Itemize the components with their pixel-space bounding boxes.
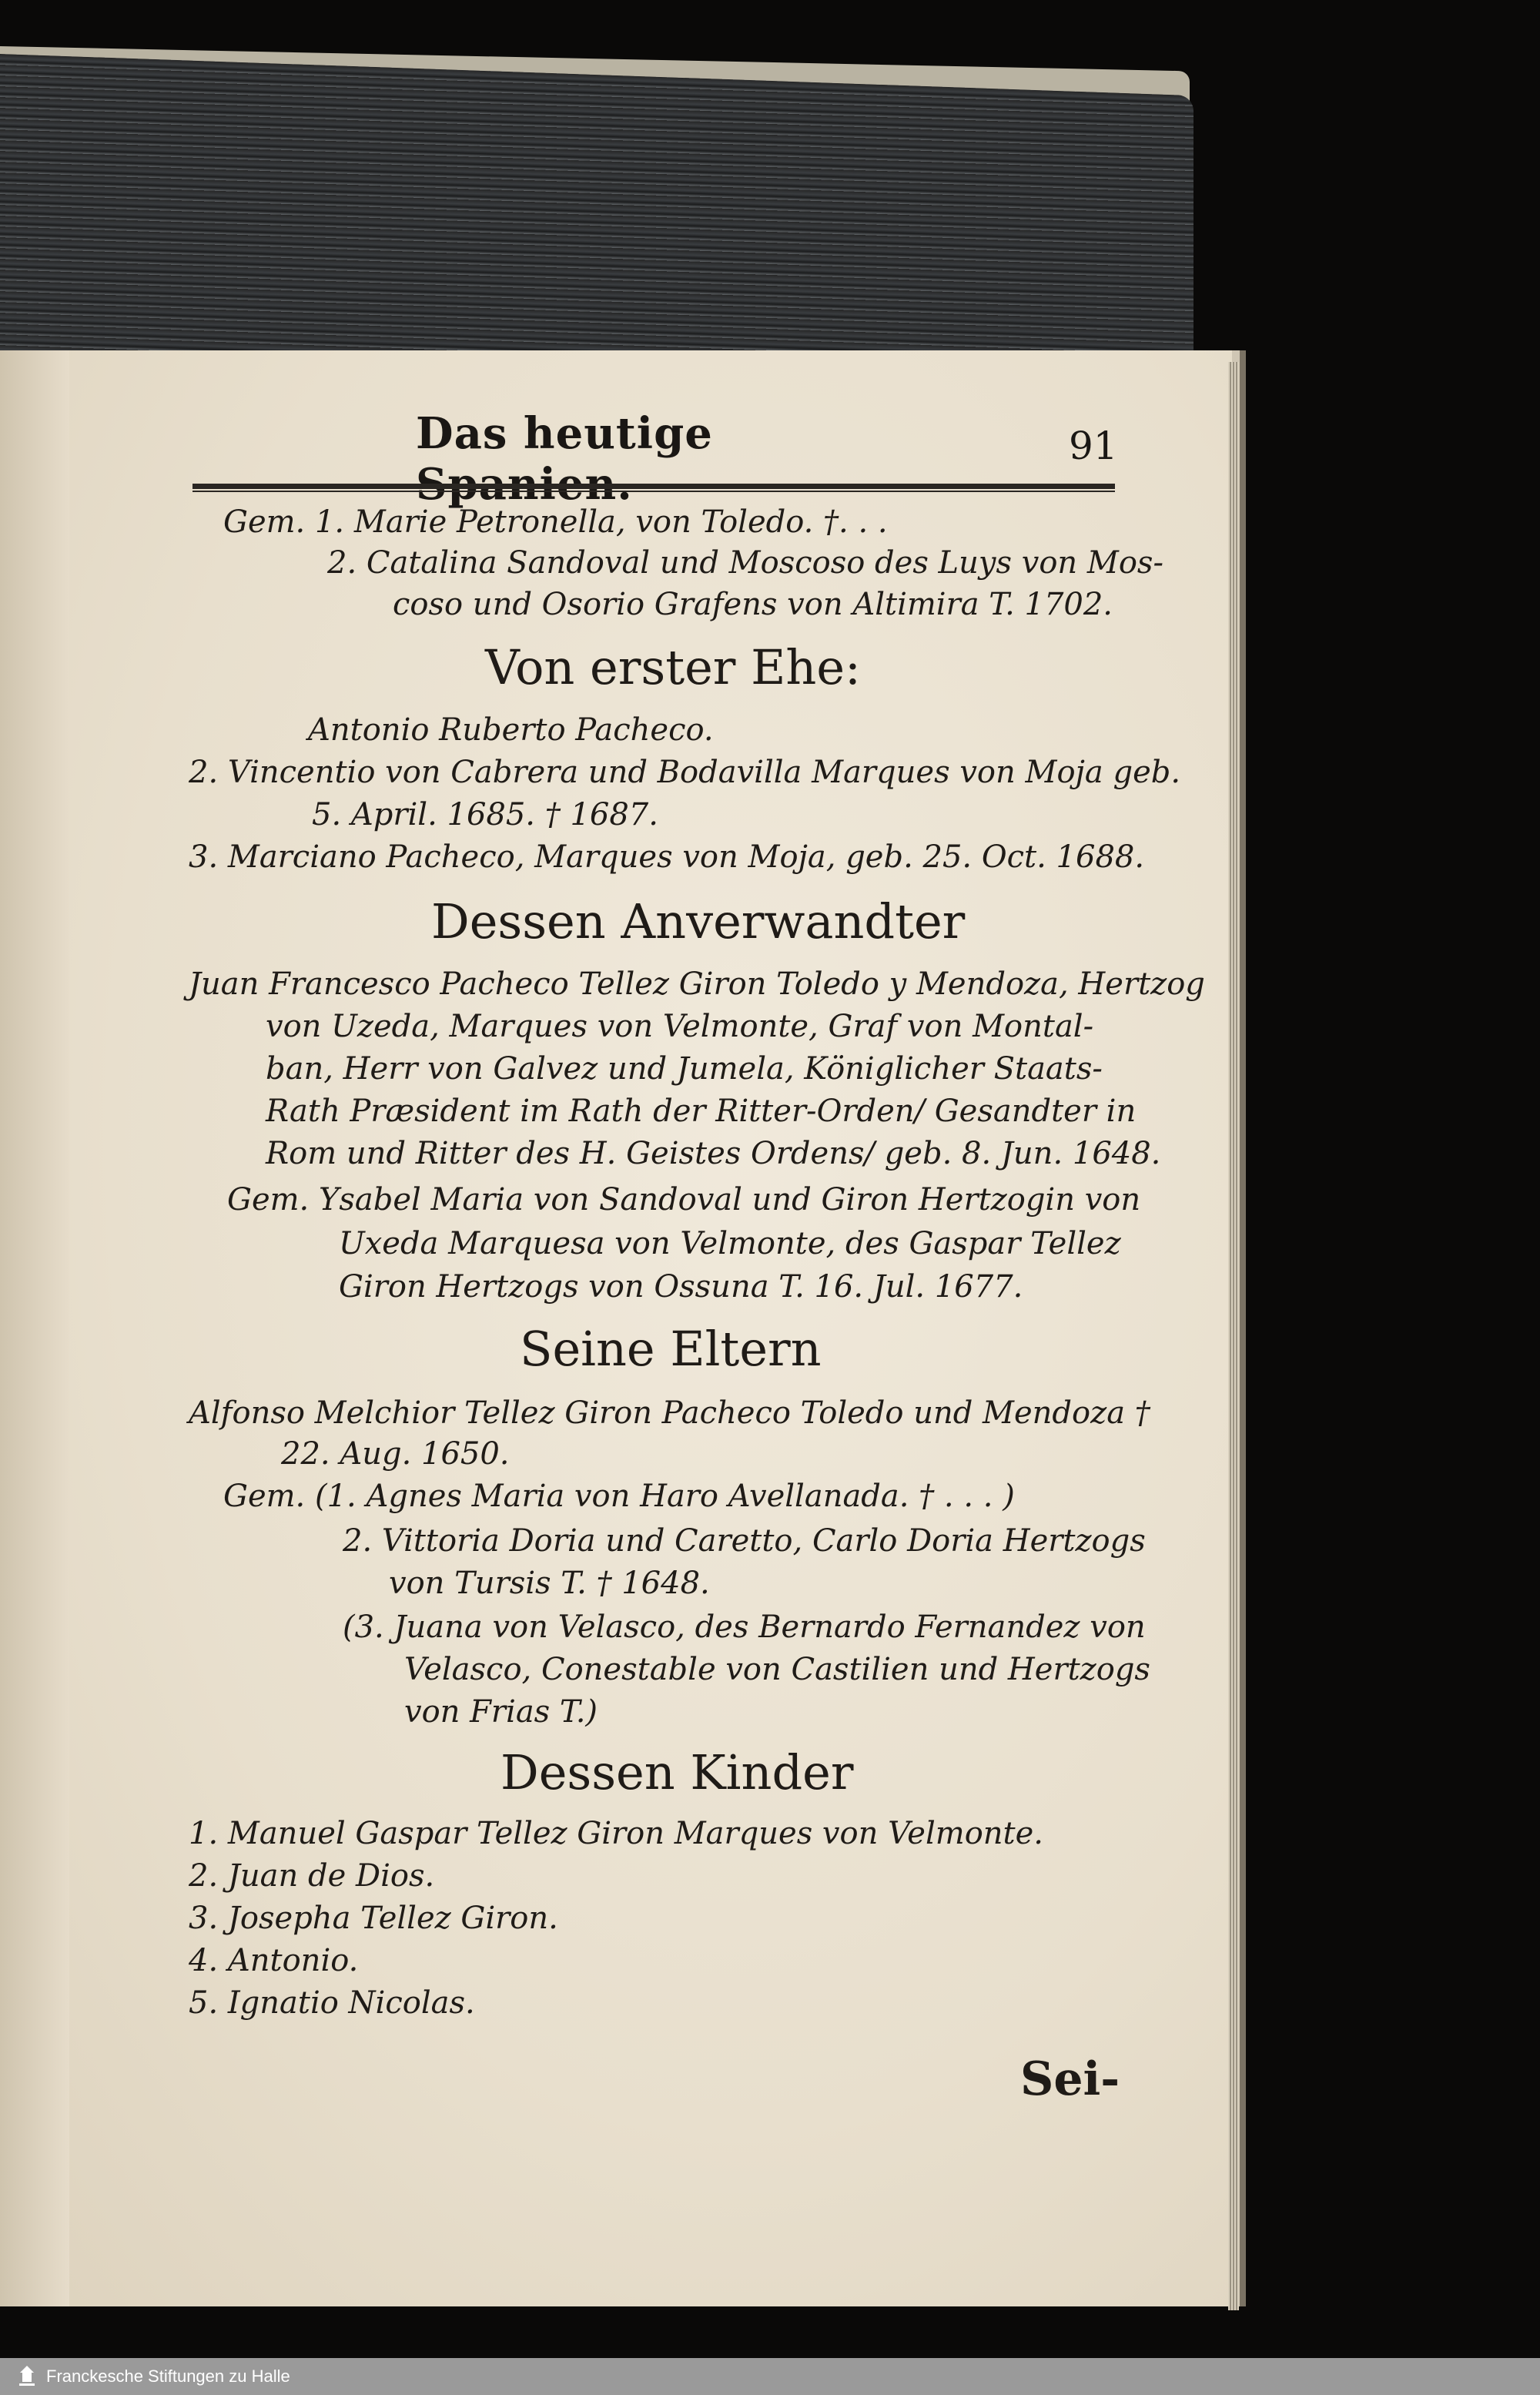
child-line-2: 2. Vincentio von Cabrera und Bodavilla Marques von Moja geb.: [189, 755, 1181, 790]
parents-line-6: (3. Juana von Velasco, des Bernardo Fernandez von: [343, 1610, 1146, 1645]
relative-line-4: Rath Præsident im Rath der Ritter-Orden/ Gesandter in: [266, 1094, 1137, 1129]
header-rule: [192, 484, 1115, 492]
parents-line-4: 2. Vittoria Doria und Caretto, Carlo Doria Hertzogs: [343, 1523, 1146, 1559]
parents-line-2: 22. Aug. 1650.: [281, 1436, 510, 1472]
book-page-edges: [0, 54, 1194, 396]
relative-line-2: von Uzeda, Marques von Velmonte, Graf von Montal-: [266, 1009, 1094, 1044]
kinder-item-4: 4. Antonio.: [189, 1943, 359, 1978]
institution-logo-icon: [15, 2363, 38, 2390]
page-gutter: [0, 350, 69, 2306]
child-line-3: 5. April. 1685. † 1687.: [312, 797, 658, 832]
catchword: Sei-: [1020, 2052, 1120, 2106]
relative-line-5: Rom und Ritter des H. Geistes Ordens/ geb. 8. Jun. 1648.: [266, 1136, 1161, 1171]
spouse-line-3: coso und Osorio Grafens von Altimira T. 1702.: [393, 587, 1113, 622]
relative-line-8: Giron Hertzogs von Ossuna T. 16. Jul. 1677.: [339, 1269, 1023, 1305]
page-number: 91: [1069, 424, 1118, 468]
kinder-item-1: 1. Manuel Gaspar Tellez Giron Marques von Velmonte.: [189, 1816, 1043, 1851]
kinder-item-2: 2. Juan de Dios.: [189, 1858, 435, 1894]
relative-line-6: Gem. Ysabel Maria von Sandoval und Giron Hertzogin von: [227, 1182, 1141, 1218]
page-stack-edge: [1228, 362, 1239, 2310]
kinder-item-3: 3. Josepha Tellez Giron.: [189, 1901, 558, 1936]
running-head: Das heutige Spanien.: [416, 408, 713, 510]
kinder-item-5: 5. Ignatio Nicolas.: [189, 1985, 475, 2021]
spouse-line-2: 2. Catalina Sandoval und Moscoso des Luys von Mos-: [327, 545, 1163, 581]
parents-line-7: Velasco, Conestable von Castilien und Hertzogs: [404, 1652, 1150, 1687]
parents-line-5: von Tursis T. † 1648.: [389, 1566, 710, 1601]
section-heading-first-marriage: Von erster Ehe:: [485, 639, 861, 695]
section-heading-relative: Dessen Anverwandter: [431, 893, 966, 950]
child-line-4: 3. Marciano Pacheco, Marques von Moja, geb. 25. Oct. 1688.: [189, 839, 1145, 875]
parents-line-8: von Frias T.): [404, 1694, 598, 1730]
parents-line-1: Alfonso Melchior Tellez Giron Pacheco Toledo und Mendoza †: [189, 1395, 1150, 1431]
relative-line-1: Juan Francesco Pacheco Tellez Giron Toledo y Mendoza, Hertzog: [189, 966, 1205, 1002]
child-line-1: Antonio Ruberto Pacheco.: [308, 712, 714, 748]
spouse-line-1: Gem. 1. Marie Petronella, von Toledo. †. . .: [223, 504, 888, 540]
section-heading-parents: Seine Eltern: [520, 1321, 822, 1377]
relative-line-3: ban, Herr von Galvez und Jumela, Königlicher Staats-: [266, 1051, 1103, 1087]
section-heading-children: Dessen Kinder: [500, 1744, 854, 1800]
footer-credit: Franckesche Stiftungen zu Halle: [46, 2367, 290, 2386]
parents-line-3: Gem. (1. Agnes Maria von Haro Avellanada. † . . . ): [223, 1479, 1015, 1514]
relative-line-7: Uxeda Marquesa von Velmonte, des Gaspar Tellez: [339, 1226, 1121, 1261]
